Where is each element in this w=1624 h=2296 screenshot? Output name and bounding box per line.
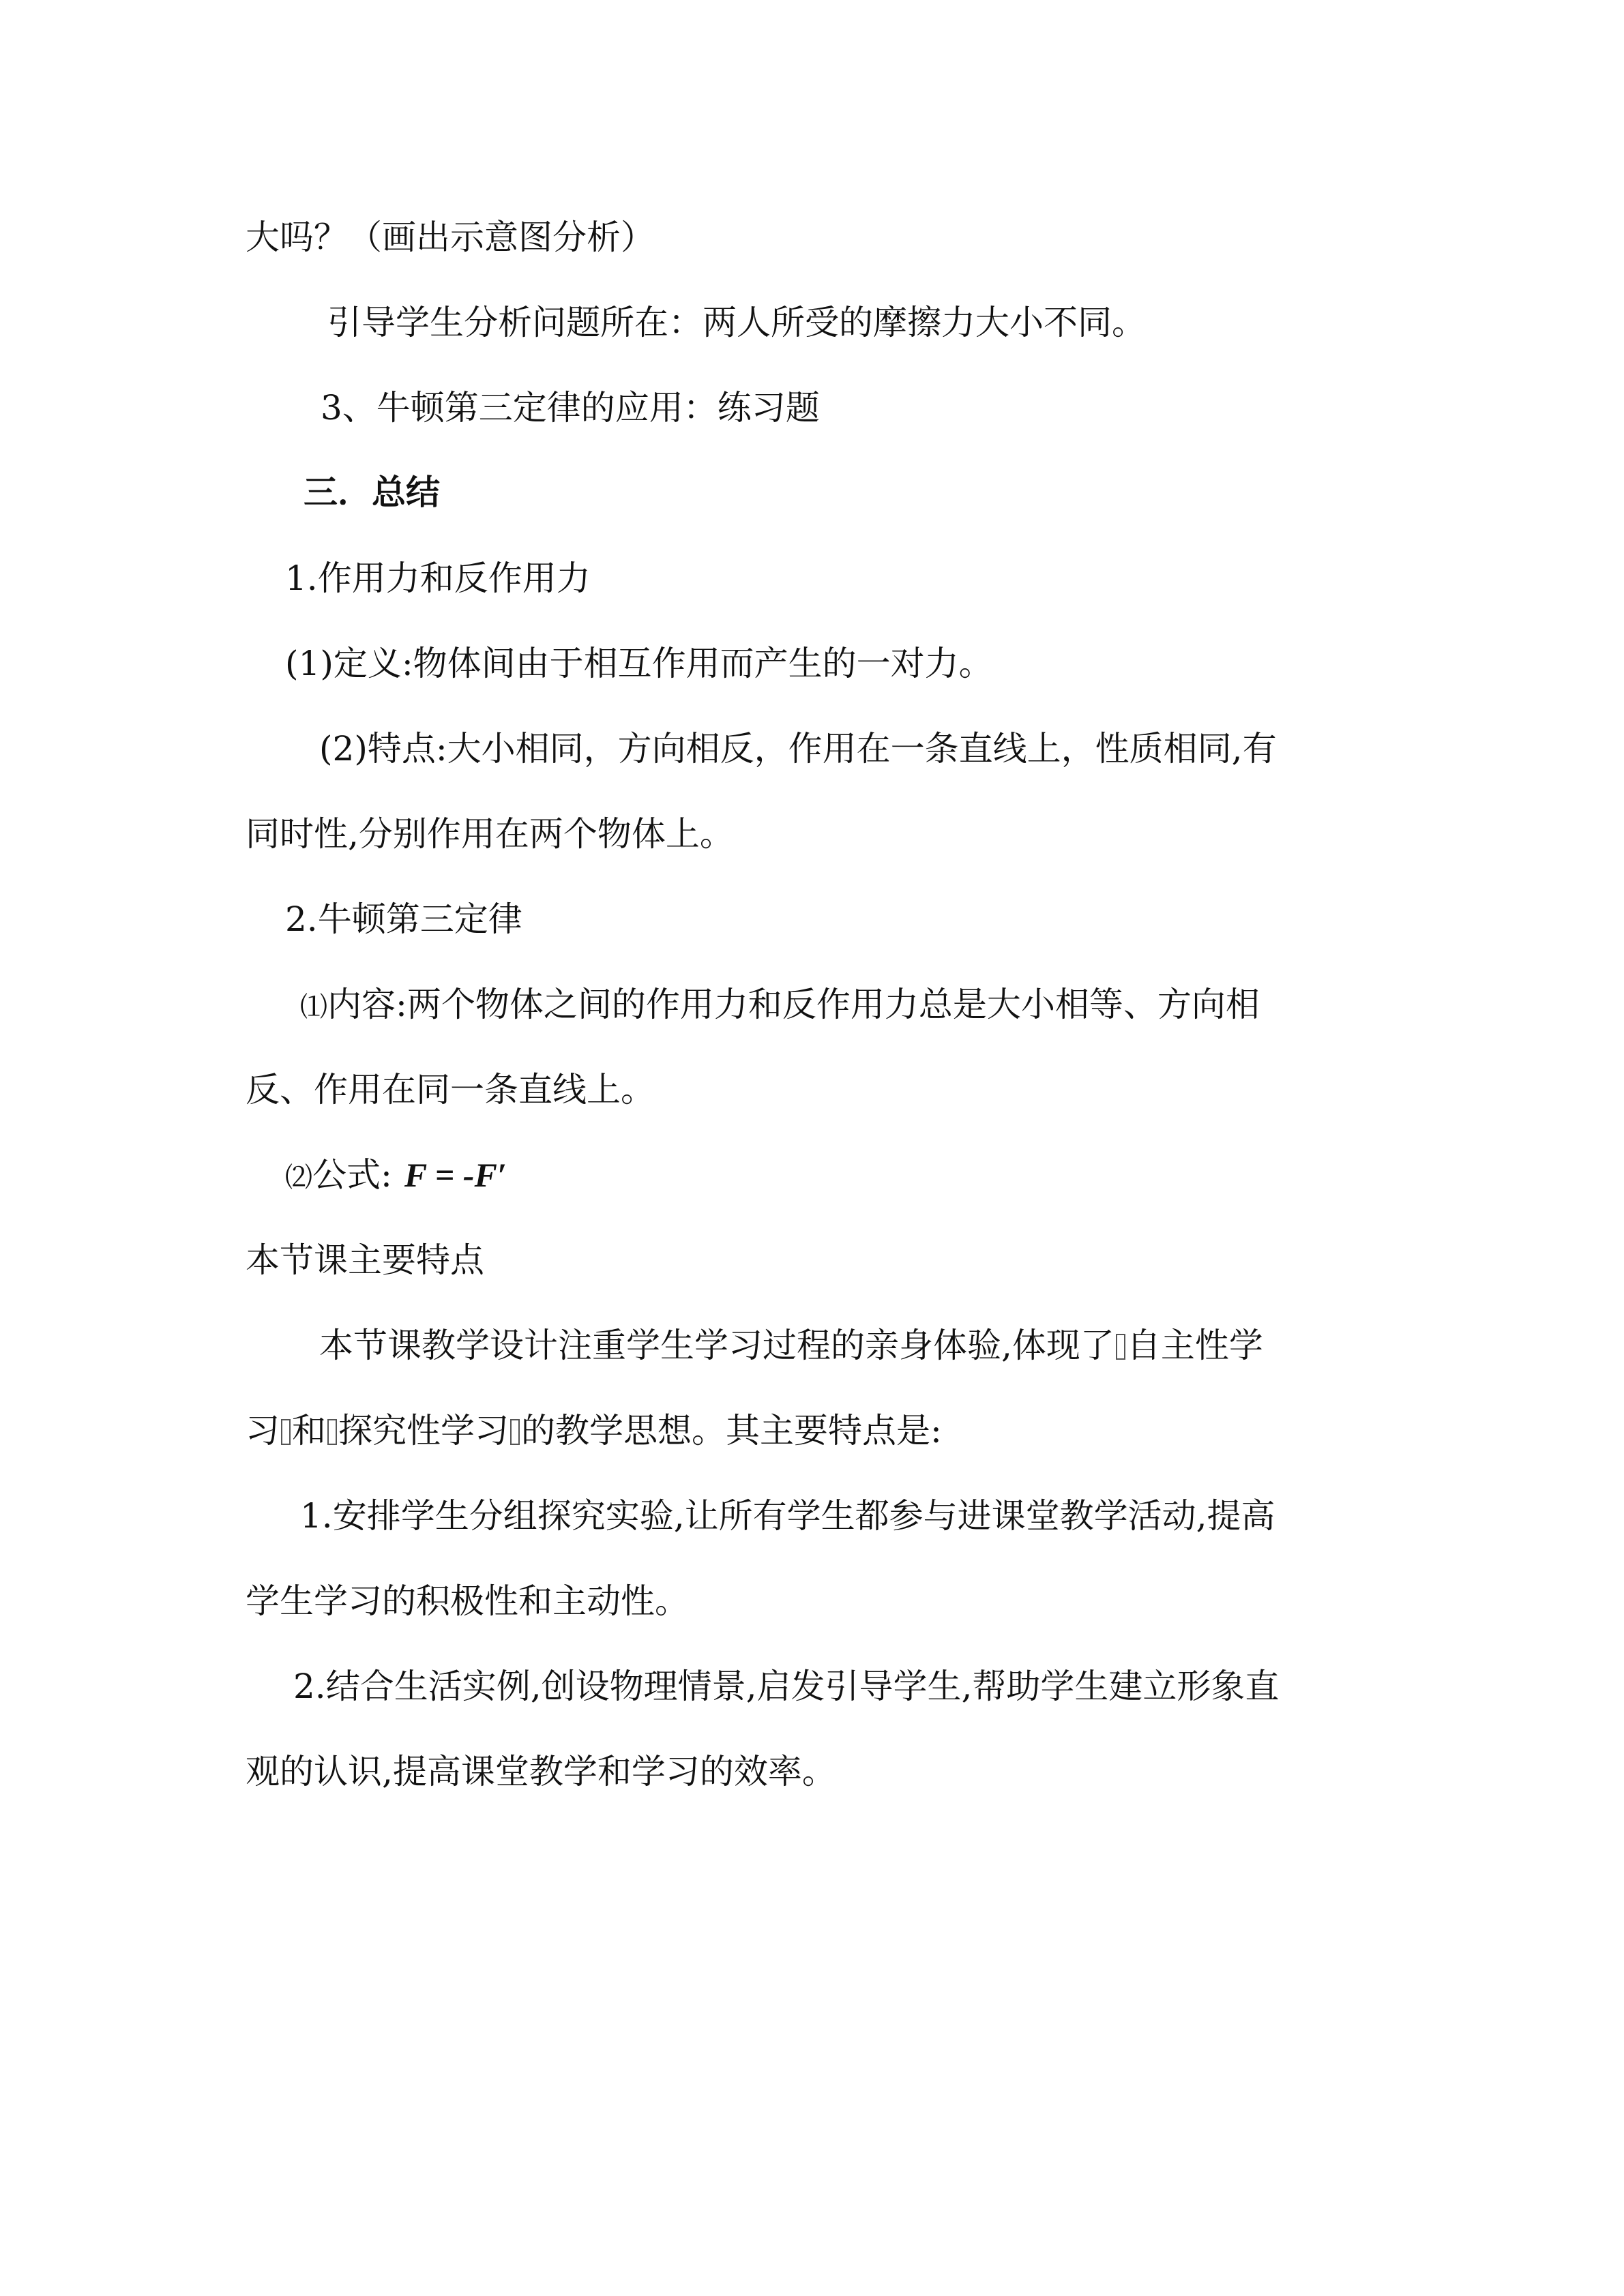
line-text: 反、作用在同一条直线上。 — [246, 1070, 655, 1109]
line-text: 自主性学 — [1126, 1326, 1263, 1365]
text-line — [300, 1495, 1446, 1536]
text-line — [285, 899, 1431, 940]
line-text: (2)特点:大小相同，方向相反，作用在一条直线上，性质相同,有 — [319, 729, 1277, 769]
placeholder-box-icon — [281, 1419, 291, 1445]
line-text: 和 — [292, 1411, 326, 1450]
heading-text: 三．总结 — [304, 472, 440, 512]
item-number: ⑴ — [300, 992, 327, 1023]
text-line — [319, 1325, 1465, 1366]
line-text: 探究性学习 — [338, 1411, 509, 1450]
item-number: ⑵ — [285, 1162, 312, 1193]
line-text: 学生学习的积极性和主动性。 — [246, 1581, 689, 1621]
line-text: 1.作用力和反作用力 — [285, 558, 591, 598]
text-line — [246, 1581, 1391, 1622]
line-text: (1)定义:物体间由于相互作用而产生的一对力。 — [285, 644, 993, 683]
text-line — [319, 728, 1465, 769]
text-line — [327, 302, 1473, 343]
line-text: 习 — [246, 1411, 280, 1450]
text-line — [246, 1069, 1391, 1110]
subheading-text: 本节课主要特点 — [246, 1240, 484, 1280]
line-text: 2.结合生活实例,创设物理情景,启发引导学生,帮助学生建立形象直 — [293, 1667, 1280, 1706]
subheading — [246, 1240, 1391, 1281]
formula-line — [285, 1154, 1431, 1198]
text-line — [321, 387, 1466, 428]
line-text: 3、牛顿第三定律的应用：练习题 — [321, 388, 820, 428]
text-line — [246, 1751, 1391, 1792]
text-line — [300, 984, 1446, 1028]
line-text: 引导学生分析问题所在：两人所受的摩擦力大小不同。 — [327, 303, 1146, 342]
formula: F = -F′ — [404, 1156, 507, 1194]
text-line — [246, 814, 1391, 854]
text-line — [246, 1410, 1391, 1451]
text-line — [285, 558, 1431, 599]
line-text: 本节课教学设计注重学生学习过程的亲身体验,体现了 — [319, 1326, 1114, 1365]
placeholder-box-icon — [510, 1419, 520, 1445]
line-text: 内容:两个物体之间的作用力和反作用力总是大小相等、方向相 — [327, 985, 1260, 1024]
text-line — [246, 217, 1391, 258]
line-text: 的教学思想。其主要特点是: — [521, 1411, 942, 1450]
placeholder-box-icon — [1116, 1334, 1125, 1360]
line-text: 2.牛顿第三定律 — [285, 899, 522, 939]
placeholder-box-icon — [327, 1419, 337, 1445]
text-line — [293, 1666, 1439, 1707]
line-text: 同时性,分别作用在两个物体上。 — [246, 814, 734, 854]
line-text: 公式: — [312, 1155, 392, 1195]
line-text: 观的认识,提高课堂教学和学习的效率。 — [246, 1752, 836, 1791]
line-text: 大吗？（画出示意图分析） — [246, 218, 655, 257]
line-text: 1.安排学生分组探究实验,让所有学生都参与进课堂教学活动,提高 — [300, 1496, 1275, 1536]
text-line — [285, 643, 1431, 684]
section-heading — [304, 472, 1449, 513]
